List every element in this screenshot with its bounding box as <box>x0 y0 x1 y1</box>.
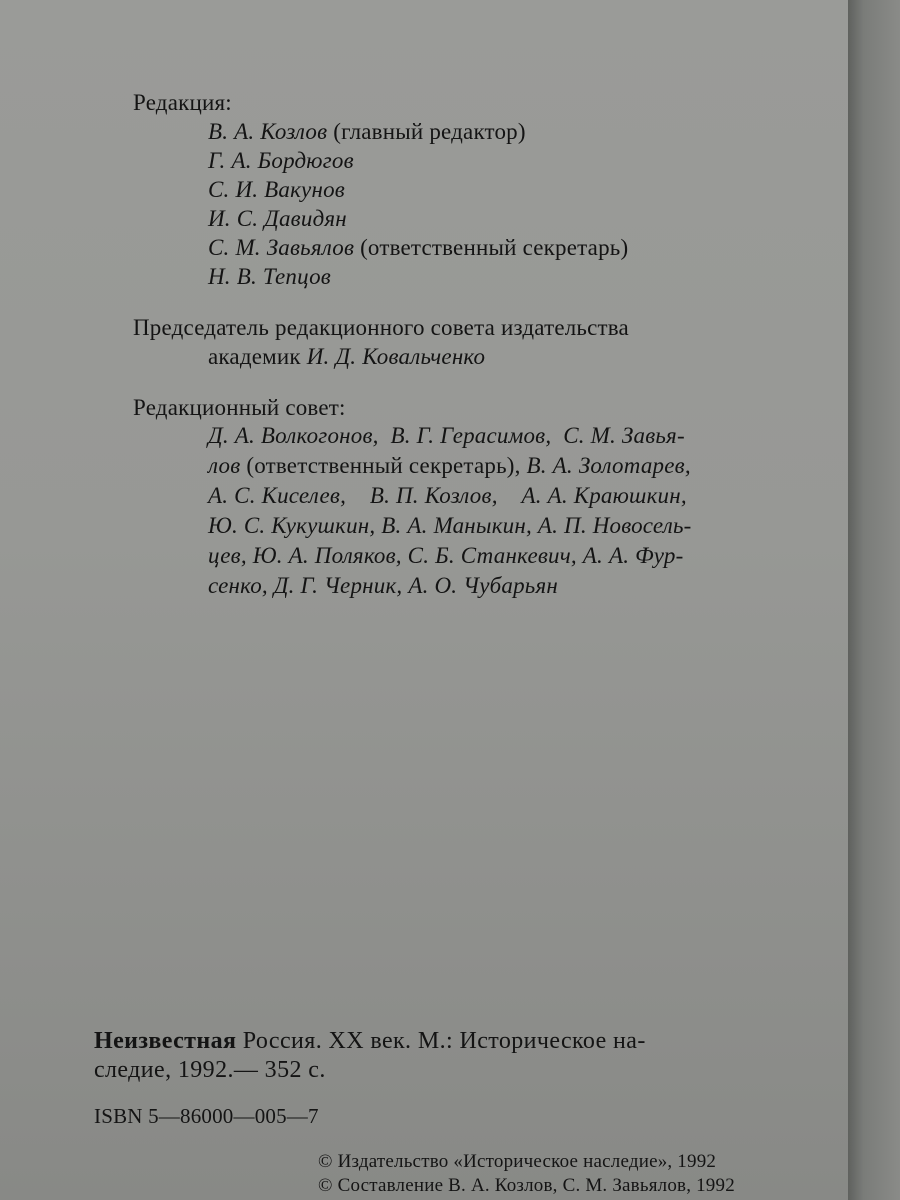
council-line <box>208 514 692 537</box>
council-text: А. С. Киселев, В. П. Козлов, А. А. Краюшкин, <box>208 483 687 508</box>
chairman-name: И. Д. Ковальченко <box>306 344 486 369</box>
editorial-member <box>208 120 526 143</box>
member-role: (главный редактор) <box>333 119 526 144</box>
bibliographic-record-line: следие, 1992.— 352 с. <box>94 1057 326 1083</box>
chairman-name-line <box>208 345 485 368</box>
council-text: (ответственный секретарь), <box>240 453 527 478</box>
book-title-bold: Неизвестная <box>94 1028 237 1054</box>
council-text: Д. А. Волкогонов, В. Г. Герасимов, С. М. Завья- <box>208 423 685 448</box>
member-name: С. М. Завьялов <box>208 235 355 260</box>
member-name: В. А. Козлов <box>208 119 328 144</box>
council-text: лов <box>208 453 241 478</box>
editorial-member <box>208 236 628 259</box>
council-line <box>208 454 691 477</box>
council-line <box>208 424 685 447</box>
bibliographic-record-line <box>94 1029 646 1053</box>
copyright-compilation: © Составление В. А. Козлов, С. М. Завьялов, 1992 <box>318 1175 735 1196</box>
council-text: цев, Ю. А. Поляков, С. Б. Станкевич, А. А. Фур- <box>208 543 684 568</box>
council-line <box>208 574 558 597</box>
editorial-member: И. С. Давидян <box>208 206 347 231</box>
council-text: Ю. С. Кукушкин, В. А. Маныкин, А. П. Новосель- <box>208 513 692 538</box>
council-text: В. А. Золотарев, <box>526 453 691 478</box>
editorial-member: Н. В. Тепцов <box>208 264 331 289</box>
chairman-label: Председатель редакционного совета издательства <box>133 315 629 340</box>
copyright-publisher: © Издательство «Историческое наследие», 1992 <box>318 1151 717 1172</box>
member-role: (ответственный секретарь) <box>360 235 629 260</box>
chairman-title: академик <box>208 344 301 369</box>
book-record-rest: Россия. XX век. М.: Историческое на- <box>236 1028 646 1054</box>
council-line <box>208 544 683 567</box>
council-heading: Редакционный совет: <box>133 395 346 420</box>
isbn: ISBN 5—86000—005—7 <box>94 1104 319 1128</box>
council-line <box>208 484 687 507</box>
page-edge <box>848 0 900 1200</box>
editorial-member: Г. А. Бордюгов <box>208 148 354 173</box>
council-text: сенко, Д. Г. Черник, А. О. Чубарьян <box>208 573 558 598</box>
editorial-heading: Редакция: <box>133 90 232 115</box>
editorial-member: С. И. Вакунов <box>208 177 345 202</box>
